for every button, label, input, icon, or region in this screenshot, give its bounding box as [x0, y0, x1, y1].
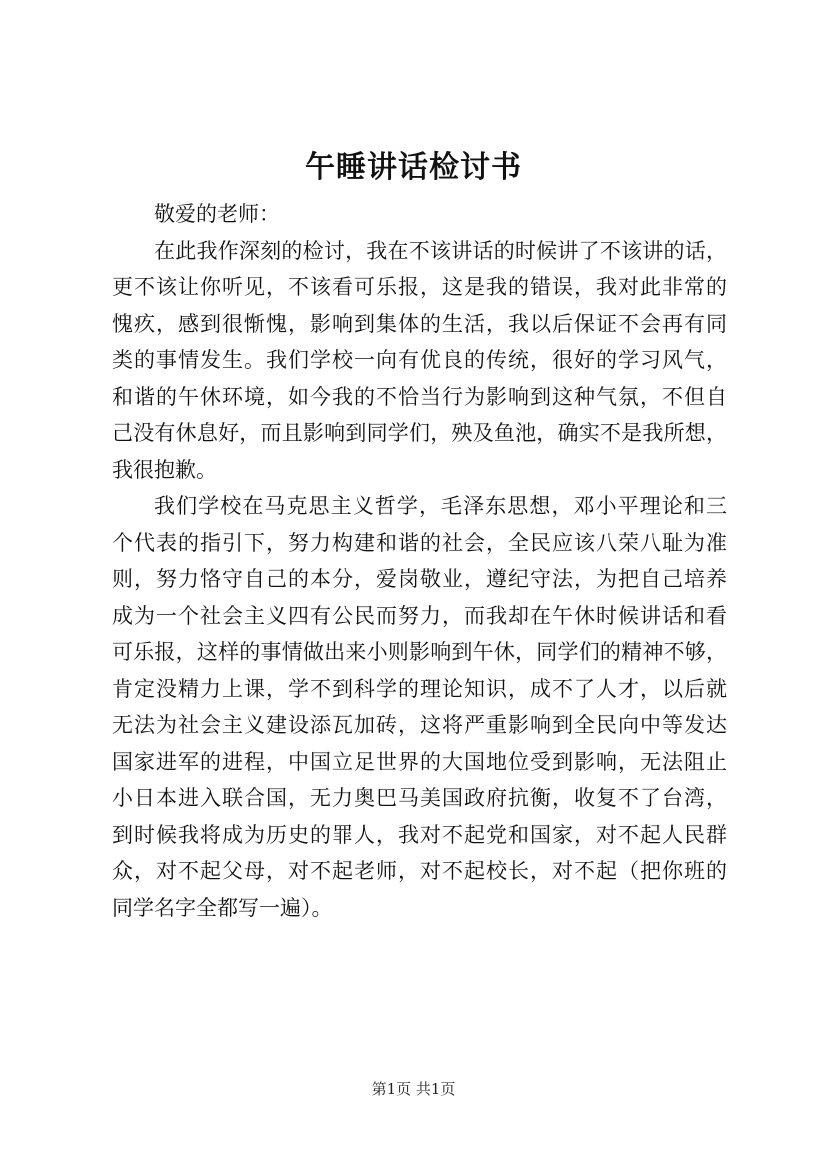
- paragraph-1-line-4: 类的事情发生。我们学校一向有优良的传统，很好的学习风气，: [112, 348, 727, 372]
- paragraph-1-line-3: 愧疚，感到很惭愧，影响到集体的生活，我以后保证不会再有同: [112, 311, 727, 336]
- paragraph-1-line-2: 更不该让你听见，不该看可乐报，这是我的错误，我对此非常的: [112, 275, 727, 299]
- page-footer: 第1页 共1页: [371, 1080, 456, 1098]
- document-body: [112, 196, 727, 926]
- paragraph-2-line-4: 成为一个社会主义四有公民而努力，而我却在午休时候讲话和看: [112, 603, 727, 628]
- paragraph-2-line-1: 我们学校在马克思主义哲学，毛泽东思想，邓小平理论和三: [154, 494, 727, 518]
- paragraph-2-line-8: 国家进军的进程，中国立足世界的大国地位受到影响，无法阻止: [112, 749, 727, 774]
- paragraph-1-line-6: 己没有休息好，而且影响到同学们，殃及鱼池，确实不是我所想，: [112, 421, 727, 445]
- salutation: 敬爱的老师：: [154, 202, 280, 226]
- paragraph-2-line-5: 可乐报，这样的事情做出来小则影响到午休，同学们的精神不够，: [112, 640, 727, 664]
- paragraph-2-line-2: 个代表的指引下，努力构建和谐的社会，全民应该八荣八耻为准: [112, 530, 727, 555]
- paragraph-1-line-7: 我很抱歉。: [112, 457, 217, 482]
- paragraph-2-line-7: 无法为社会主义建设添瓦加砖，这将严重影响到全民向中等发达: [112, 713, 727, 737]
- paragraph-1-line-1: 在此我作深刻的检讨，我在不该讲话的时候讲了不该讲的话，: [154, 238, 727, 263]
- paragraph-2-line-12: 同学名字全都写一遍）。: [112, 895, 333, 920]
- paragraph-2-line-9: 小日本进入联合国，无力奥巴马美国政府抗衡，收复不了台湾，: [112, 786, 727, 810]
- paragraph-2-line-6: 肯定没精力上课，学不到科学的理论知识，成不了人才，以后就: [112, 676, 727, 701]
- document-title: 午睡讲话检讨书: [305, 150, 522, 185]
- paragraph-2-line-11: 众，对不起父母，对不起老师，对不起校长，对不起（把你班的: [112, 859, 727, 883]
- paragraph-2-line-3: 则，努力恪守自己的本分，爱岗敬业，遵纪守法，为把自己培养: [112, 567, 727, 591]
- paragraph-1-line-5: 和谐的午休环境，如今我的不恰当行为影响到这种气氛，不但自: [112, 384, 727, 409]
- paragraph-2-line-10: 到时候我将成为历史的罪人，我对不起党和国家，对不起人民群: [112, 822, 727, 847]
